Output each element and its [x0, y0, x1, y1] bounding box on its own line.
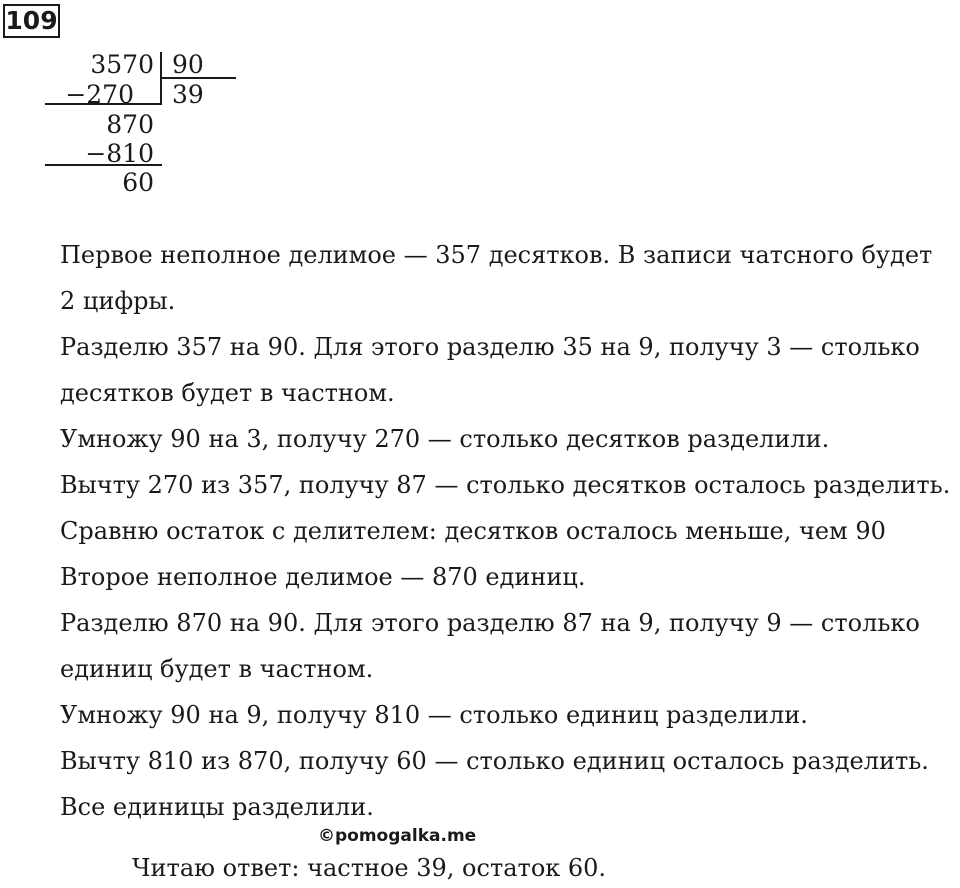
- first-subtraction-line: [45, 103, 162, 105]
- dividend: 3570: [90, 50, 154, 79]
- explanation-line: Умножу 90 на 3, получу 270 — столько десятков разделили.: [60, 425, 830, 453]
- explanation-line: единиц будет в частном.: [60, 655, 374, 683]
- explanation-line: Разделю 357 на 90. Для этого разделю 35 на 9, получу 3 — столько: [60, 333, 920, 361]
- task-number: 109: [3, 4, 60, 38]
- explanation-line: Все единицы разделили.: [60, 793, 374, 821]
- answer-line: Читаю ответ: частное 39, остаток 60.: [132, 854, 607, 882]
- watermark: ©pomogalka.me: [318, 826, 477, 846]
- explanation-line: Разделю 870 на 90. Для этого разделю 87 на 9, получу 9 — столько: [60, 609, 920, 637]
- long-division: [0, 0, 260, 200]
- explanation-line: Первое неполное делимое — 357 десятков. В записи чатсного будет: [60, 241, 933, 269]
- explanation-line: Вычту 810 из 870, получу 60 — столько единиц осталось разделить.: [60, 747, 929, 775]
- explanation-line: Вычту 270 из 357, получу 87 — столько десятков осталось разделить.: [60, 471, 951, 499]
- quotient: 39: [172, 80, 204, 109]
- partial-dividend: 870: [106, 110, 154, 139]
- explanation-line: десятков будет в частном.: [60, 379, 395, 407]
- divisor: 90: [172, 50, 204, 79]
- explanation-text: [60, 232, 955, 830]
- remainder: 60: [122, 168, 154, 197]
- explanation-line: Второе неполное делимое — 870 единиц.: [60, 563, 586, 591]
- divisor-underline: [160, 77, 236, 79]
- explanation-line: Сравню остаток с делителем: десятков осталось меньше, чем 90: [60, 517, 886, 545]
- explanation-line: Умножу 90 на 9, получу 810 — столько единиц разделили.: [60, 701, 808, 729]
- second-subtraction-line: [45, 164, 162, 166]
- explanation-line: 2 цифры.: [60, 287, 176, 315]
- first-subtrahend: −270: [65, 80, 134, 109]
- second-subtrahend: −810: [85, 139, 154, 168]
